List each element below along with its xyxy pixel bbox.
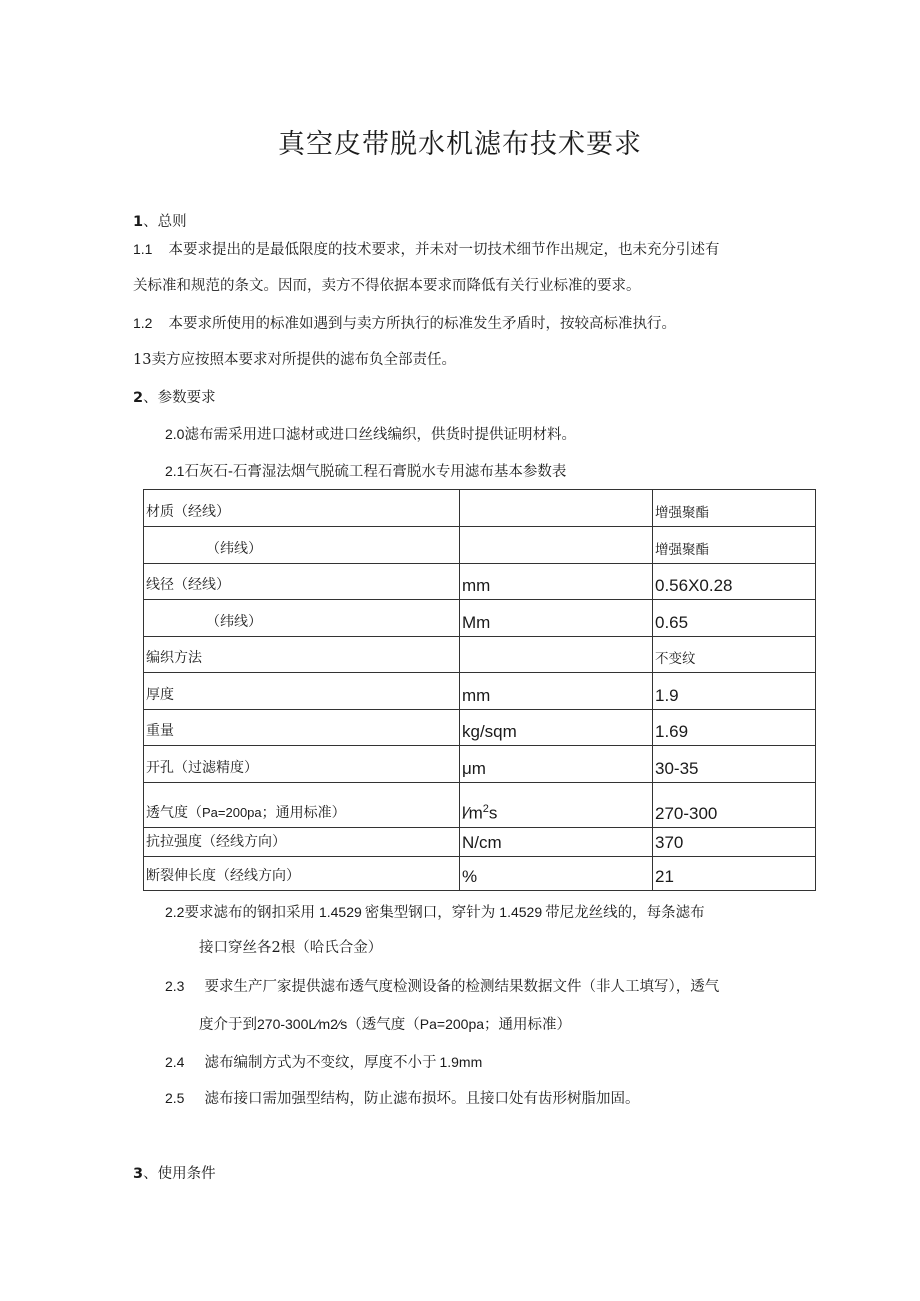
table-cell-unit: mm <box>460 564 653 600</box>
table-row <box>144 673 816 710</box>
table-cell-name: 材质（经线） <box>144 490 460 527</box>
table-row <box>144 527 816 564</box>
para-1-2-text: 本要求所使用的标准如遇到与卖方所执行的标准发生矛盾时，按较高标准执行。 <box>168 316 676 332</box>
table-cell-value: 30-35 <box>653 746 816 783</box>
para-2-2-cont: 接口穿丝各2根（哈氏合金） <box>199 940 383 956</box>
section-3-heading <box>133 1162 216 1183</box>
table-row <box>144 490 816 527</box>
table-cell-value: 370 <box>653 828 816 857</box>
para-1-2 <box>133 313 676 334</box>
para-1-1-cont: 关标准和规范的条文。因而，卖方不得依据本要求而降低有关行业标准的要求。 <box>133 278 641 294</box>
section-1-heading <box>133 210 187 231</box>
para-1-1 <box>133 239 719 260</box>
table-row <box>144 828 816 857</box>
para-2-5-number: 2.5 <box>165 1090 185 1106</box>
page-title: 真空皮带脱水机滤布技术要求 <box>278 129 642 160</box>
table-cell-name <box>144 783 460 828</box>
table-cell-name-text: （纬线） <box>206 614 262 630</box>
section-3-title: 、使用条件 <box>143 1166 216 1182</box>
section-1-number: 1 <box>133 214 144 230</box>
para-2-3 <box>165 976 719 997</box>
table-cell-name <box>144 527 460 564</box>
para-2-5-text: 滤布接口需加强型结构，防止滤布损坏。且接口处有齿形树脂加固。 <box>204 1091 640 1107</box>
para-2-4-number: 2.4 <box>165 1054 185 1070</box>
table-row <box>144 637 816 673</box>
para-2-2-text: 密集型钢口，穿针为 <box>364 905 496 921</box>
para-1-1-number: 1.1 <box>133 241 153 257</box>
table-cell-value: 1.9 <box>653 673 816 710</box>
table-cell-unit: Mm <box>460 600 653 637</box>
table-cell-name-part: ；通用标准） <box>261 805 346 821</box>
para-2-2-value: 1.4529 <box>318 904 362 920</box>
table-cell-value: 1.69 <box>653 710 816 746</box>
table-cell-unit: kg/sqm <box>460 710 653 746</box>
para-2-2-text: 带尼龙丝线的，每条滤布 <box>545 905 705 921</box>
para-2-0 <box>165 424 576 445</box>
table-cell-unit: mm <box>460 673 653 710</box>
table-cell-unit: N/cm <box>460 828 653 857</box>
table-cell-name: 抗拉强度（经线方向） <box>144 828 460 857</box>
table-cell-value: 不变纹 <box>653 637 816 673</box>
para-2-4 <box>165 1052 482 1073</box>
section-2-title: 、参数要求 <box>143 390 216 406</box>
table-row <box>144 710 816 746</box>
table-cell-value: 增强聚酯 <box>653 527 816 564</box>
table-cell-unit: % <box>460 857 653 891</box>
table-cell-value: 0.56X0.28 <box>653 564 816 600</box>
para-2-1-text: 石灰石-石膏湿法烟气脱硫工程石膏脱水专用滤布基本参数表 <box>184 464 567 480</box>
table-cell-name-part: Pa=200pa <box>202 805 262 820</box>
table-cell-unit-part: s <box>488 804 498 823</box>
table-cell-unit <box>460 637 653 673</box>
table-cell-name: 断裂伸长度（经线方向） <box>144 857 460 891</box>
table-cell-unit <box>460 527 653 564</box>
para-2-2 <box>165 902 705 923</box>
table-cell-value: 0.65 <box>653 600 816 637</box>
section-2-heading <box>133 386 216 407</box>
para-2-3-text: 度介于到 <box>199 1017 257 1033</box>
table-cell-name: 线径（经线） <box>144 564 460 600</box>
table-cell-name-part: 透气度（ <box>146 805 202 821</box>
para-2-1 <box>165 461 566 482</box>
table-row <box>144 600 816 637</box>
para-2-3-cont <box>199 1014 571 1035</box>
para-2-2-value: 1.4529 <box>499 904 543 920</box>
para-2-1-number: 2.1 <box>165 463 185 479</box>
para-2-3-value: 270-300L⁄m2⁄s <box>257 1016 348 1032</box>
table-row <box>144 783 816 828</box>
table-cell-name <box>144 600 460 637</box>
para-2-4-text: 滤布编制方式为不变纹，厚度不小于 <box>204 1055 437 1071</box>
table-cell-unit <box>460 783 653 828</box>
para-2-5 <box>165 1088 639 1109</box>
table-cell-unit <box>460 490 653 527</box>
para-2-2-number: 2.2 <box>165 904 185 920</box>
table-cell-value: 增强聚酯 <box>653 490 816 527</box>
table-cell-name: 开孔（过滤精度） <box>144 746 460 783</box>
section-3-number: 3 <box>133 1166 144 1182</box>
para-2-3-text: ；通用标准） <box>484 1017 572 1033</box>
parameter-table <box>143 489 816 891</box>
table-cell-name: 厚度 <box>144 673 460 710</box>
table-cell-value: 21 <box>653 857 816 891</box>
table-cell-name-text: （纬线） <box>206 541 262 557</box>
para-1-2-number: 1.2 <box>133 315 153 331</box>
table-cell-value: 270-300 <box>653 783 816 828</box>
table-cell-name: 编织方法 <box>144 637 460 673</box>
table-row <box>144 746 816 783</box>
para-2-3-text: （透气度（ <box>347 1017 420 1033</box>
table-cell-name: 重量 <box>144 710 460 746</box>
para-2-3-value: Pa=200pa <box>419 1016 485 1032</box>
para-2-0-text: 滤布需采用进口滤材或进口丝线编织，供货时提供证明材料。 <box>184 427 576 443</box>
para-2-3-text: 要求生产厂家提供滤布透气度检测设备的检测结果数据文件（非人工填写），透气 <box>204 979 720 995</box>
table-row <box>144 564 816 600</box>
table-row <box>144 857 816 891</box>
para-1-1-text: 本要求提出的是最低限度的技术要求，并未对一切技术细节作出规定，也未充分引述有 <box>168 242 720 258</box>
table-cell-unit: μm <box>460 746 653 783</box>
para-2-2-text: 要求滤布的钢扣采用 <box>184 905 315 921</box>
para-2-4-value: 1.9mm <box>439 1054 483 1070</box>
para-2-3-number: 2.3 <box>165 978 185 994</box>
para-1-3: 13卖方应按照本要求对所提供的滤布负全部责任。 <box>133 352 456 368</box>
table-cell-unit-part: l⁄m <box>462 804 483 823</box>
section-1-title: 、总则 <box>143 214 187 230</box>
section-2-number: 2 <box>133 390 144 406</box>
para-2-0-number: 2.0 <box>165 426 185 442</box>
table-cell-unit-superscript: 2 <box>482 803 489 816</box>
